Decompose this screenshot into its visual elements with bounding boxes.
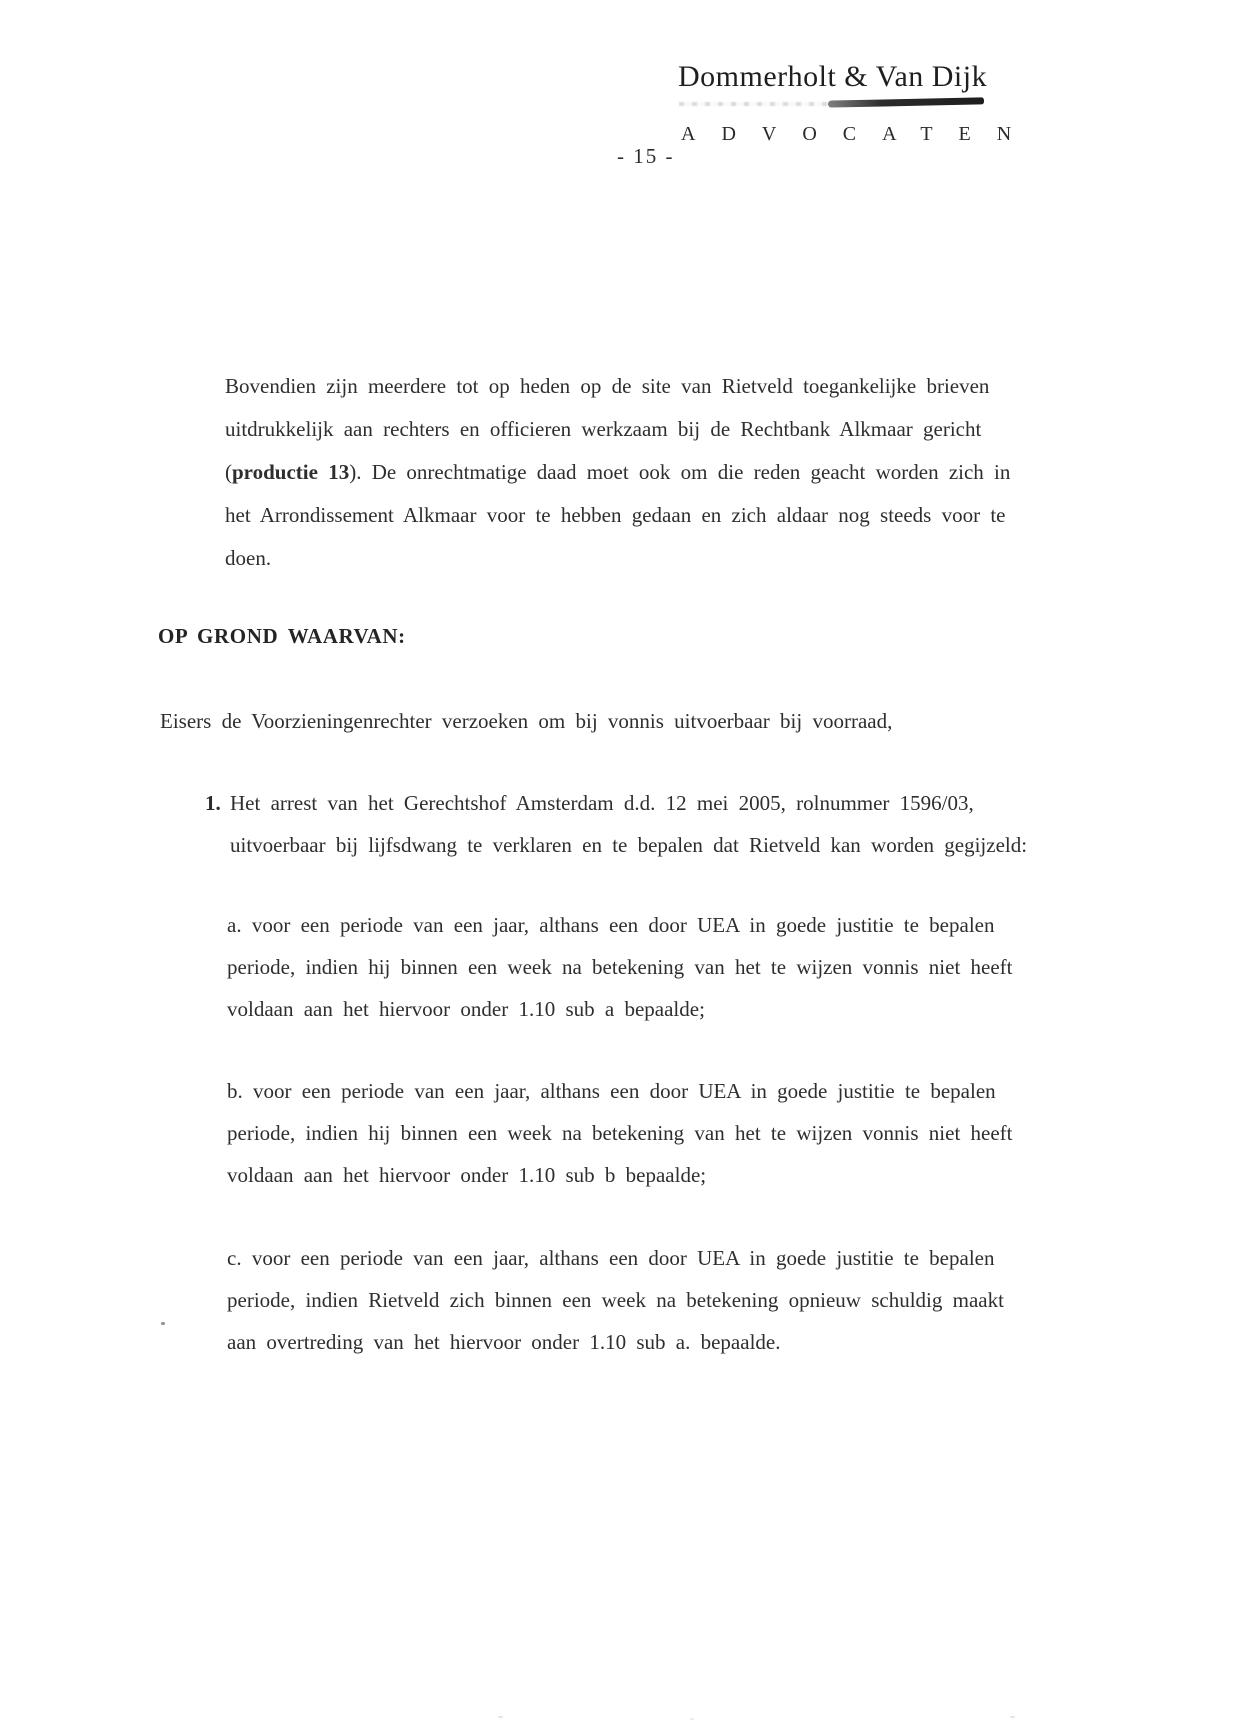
scan-speck (1010, 1716, 1015, 1718)
sub-claim-c-line1: c. voor een periode van een jaar, althans een door UEA in goede justitie te bepalen (227, 1246, 995, 1270)
claim-item-1-number: 1. (205, 791, 221, 815)
heading-op-grond-waarvan: OP GROND WAARVAN: (158, 624, 406, 648)
claim-item-1-line2: uitvoerbaar bij lijfsdwang te verklaren en te bepalen dat Rietveld kan worden gegijzeld: (230, 833, 1028, 857)
sub-claim-c-line2: periode, indien Rietveld zich binnen een week na betekening opnieuw schuldig maakt (227, 1288, 1004, 1312)
paren-open: ( (225, 460, 232, 484)
paragraph-jurisdiction-line3 (225, 451, 1010, 494)
sub-claim-c (227, 1237, 1004, 1363)
sub-claim-b-line3: voldaan aan het hiervoor onder 1.10 sub b bepaalde; (227, 1163, 707, 1187)
paragraph-jurisdiction-line3-rest: ). De onrechtmatige daad moet ook om die reden geacht worden zich in (349, 460, 1011, 484)
page-number: - 15 - (617, 144, 675, 168)
sub-claim-b-line1: b. voor een periode van een jaar, althans een door UEA in goede justitie te bepalen (227, 1079, 996, 1103)
production-13-reference: productie 13 (232, 460, 350, 484)
sub-claim-a-line3: voldaan aan het hiervoor onder 1.10 sub a bepaalde; (227, 997, 705, 1021)
paragraph-jurisdiction (225, 365, 1010, 580)
petition-intro: Eisers de Voorzieningenrechter verzoeken om bij vonnis uitvoerbaar bij voorraad, (160, 709, 893, 733)
letterhead-division: ADVOCATEN (681, 123, 1038, 145)
scan-speck (690, 1718, 694, 1720)
paragraph-jurisdiction-line2: uitdrukkelijk aan rechters en officieren werkzaam bij de Rechtbank Alkmaar gericht (225, 417, 982, 441)
sub-claim-a (227, 904, 1013, 1030)
letterhead-firm-name: Dommerholt & Van Dijk (678, 60, 988, 93)
paragraph-jurisdiction-line5: doen. (225, 546, 272, 570)
letterhead-rule-faint (679, 102, 831, 106)
claim-item-1 (230, 782, 1027, 866)
sub-claim-b-line2: periode, indien hij binnen een week na betekening van het te wijzen vonnis niet heeft (227, 1121, 1013, 1145)
scan-speck (498, 1716, 503, 1718)
paragraph-jurisdiction-line4: het Arrondissement Alkmaar voor te hebben gedaan en zich aldaar nog steeds voor te (225, 503, 1006, 527)
sub-claim-c-line3: aan overtreding van het hiervoor onder 1.10 sub a. bepaalde. (227, 1330, 781, 1354)
claim-item-1-line1: Het arrest van het Gerechtshof Amsterdam d.d. 12 mei 2005, rolnummer 1596/03, (230, 791, 974, 815)
sub-claim-b (227, 1070, 1013, 1196)
sub-claim-a-line2: periode, indien hij binnen een week na betekening van het te wijzen vonnis niet heeft (227, 955, 1013, 979)
scan-speck (161, 1322, 165, 1325)
letterhead-rule (828, 97, 984, 107)
sub-claim-a-line1: a. voor een periode van een jaar, althans een door UEA in goede justitie te bepalen (227, 913, 995, 937)
paragraph-jurisdiction-line1: Bovendien zijn meerdere tot op heden op de site van Rietveld toegankelijke brieven (225, 374, 990, 398)
